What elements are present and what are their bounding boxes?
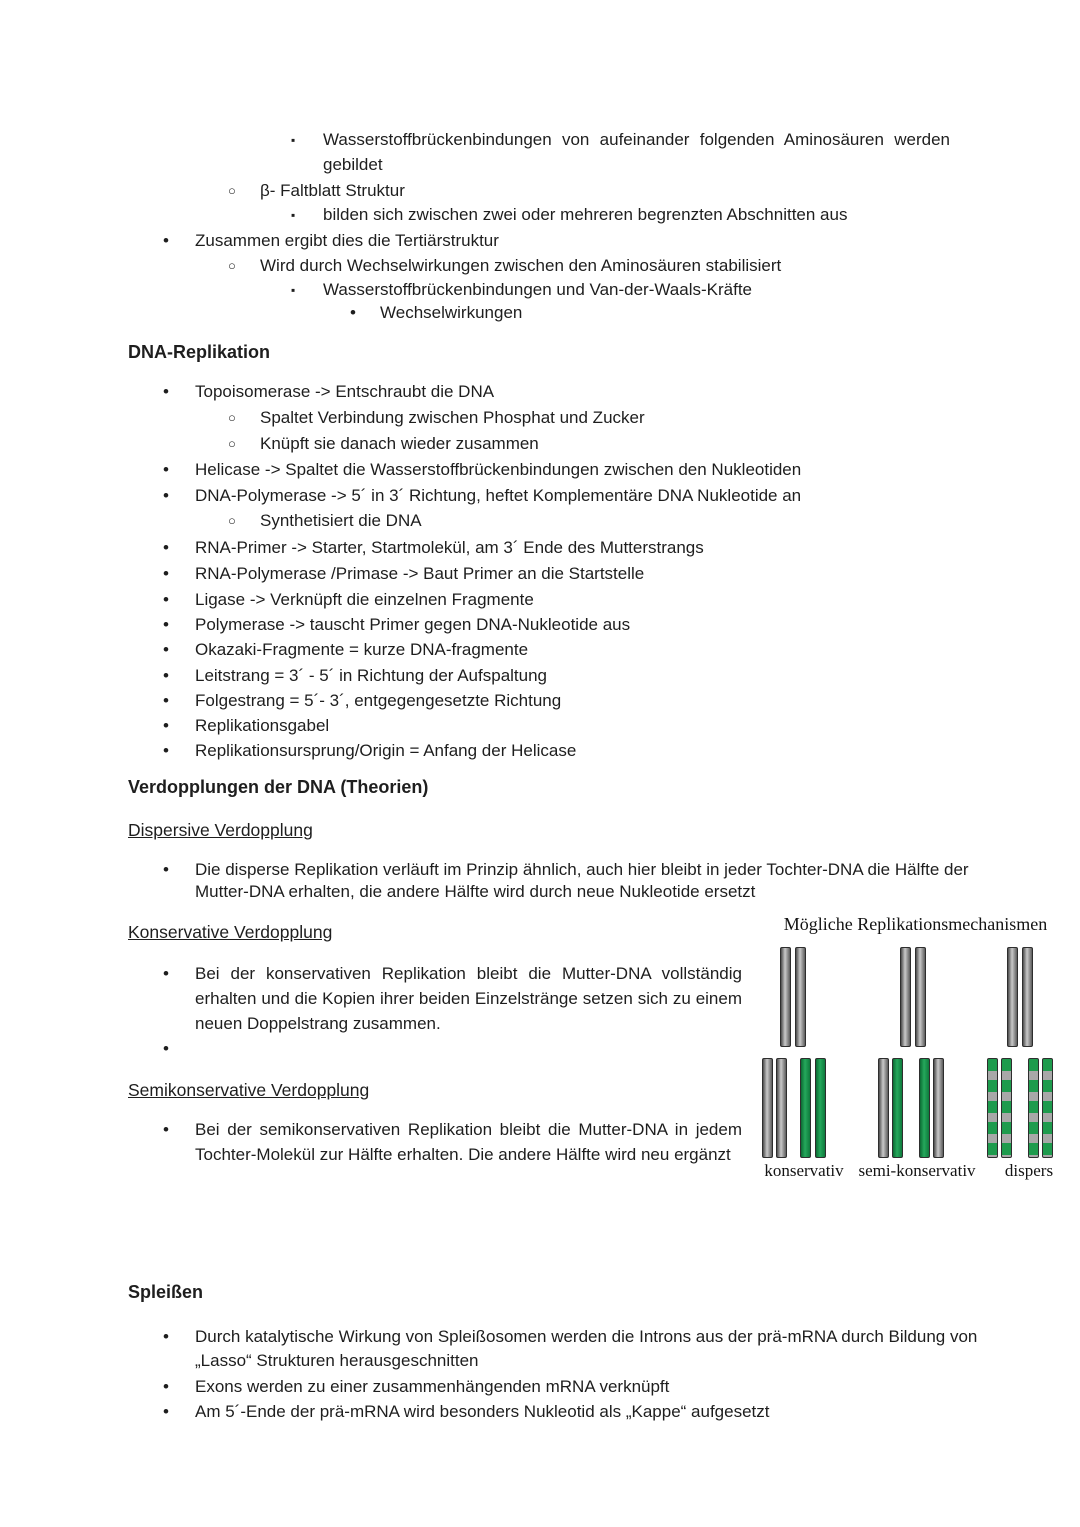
figure-label-semi-konservativ: semi-konservativ (858, 1161, 976, 1180)
daughter-dna-strand-bar (878, 1058, 889, 1158)
figure-label-dispers: dispers (1004, 1161, 1054, 1180)
disc-bullet-icon: • (163, 1039, 169, 1058)
disc-bullet-icon: • (163, 716, 169, 735)
list-item-continuation (0, 879, 950, 905)
list-item-text: Wechselwirkungen (380, 303, 523, 322)
list-item (0, 561, 950, 587)
disc-bullet-icon: • (163, 615, 169, 634)
circle-bullet-icon: ○ (228, 513, 236, 528)
list-item (0, 1399, 950, 1425)
list-item-text: RNA-Polymerase /Primase -> Baut Primer an die Startstelle (195, 564, 645, 583)
disc-bullet-icon: • (163, 640, 169, 659)
list-item (0, 508, 950, 534)
section-heading-dna-replikation: DNA-Replikation (128, 342, 271, 362)
list-item (0, 637, 950, 663)
list-item (0, 178, 950, 204)
list-item-text: Folgestrang = 5´- 3´, entgegengesetzte Richtung (195, 691, 562, 710)
disc-bullet-icon: • (163, 741, 169, 760)
list-item (0, 431, 950, 457)
list-item-text: Am 5´-Ende der prä-mRNA wird besonders Nukleotid als „Kappe“ aufgesetzt (195, 1402, 770, 1421)
disc-bullet-icon: • (163, 964, 169, 983)
disc-bullet-icon: • (163, 486, 169, 505)
list-item-text: erhalten und die Kopien ihrer beiden Einzelstränge setzen sich zu einem (195, 989, 742, 1008)
list-item-text: Replikationsursprung/Origin = Anfang der Helicase (195, 741, 577, 760)
parent-dna-strand-bar (795, 947, 806, 1047)
disc-bullet-icon: • (163, 231, 169, 250)
list-item-text: Spaltet Verbindung zwischen Phosphat und Zucker (260, 408, 645, 427)
list-item (0, 228, 950, 254)
disc-bullet-icon: • (163, 590, 169, 609)
subsection-heading-konservative: Konservative Verdopplung (128, 922, 333, 942)
square-bullet-icon: ▪ (291, 133, 296, 147)
list-item (0, 300, 950, 326)
list-item-text: „Lasso“ Strukturen herausgeschnitten (195, 1351, 479, 1370)
list-item-continuation (0, 1011, 742, 1037)
list-item (0, 535, 950, 561)
list-item (0, 457, 950, 483)
list-item-text: Die disperse Replikation verläuft im Prinzip ähnlich, auch hier bleibt in jeder Tochter-DNA die Hälfte der (195, 860, 969, 879)
daughter-dna-strand-bar (892, 1058, 903, 1158)
parent-dna-strand-bar (1007, 947, 1018, 1047)
section-heading-spleissen: Spleißen (128, 1282, 204, 1302)
list-item-text: Replikationsgabel (195, 716, 330, 735)
section-heading-verdopplungen: Verdopplungen der DNA (Theorien) (128, 777, 429, 797)
list-item (0, 202, 950, 228)
list-item (0, 738, 950, 764)
list-item-text: Leitstrang = 3´ - 5´ in Richtung der Aufspaltung (195, 666, 548, 685)
list-item-continuation (0, 1348, 950, 1374)
daughter-dna-strand-bar (1028, 1058, 1039, 1158)
disc-bullet-icon: • (163, 1402, 169, 1421)
daughter-dna-strand-bar (815, 1058, 826, 1158)
circle-bullet-icon: ○ (228, 436, 236, 451)
list-item (0, 961, 742, 987)
list-item-text: Exons werden zu einer zusammenhängenden mRNA verknüpft (195, 1377, 670, 1396)
list-item (0, 612, 950, 638)
list-item-text: Wasserstoffbrückenbindungen von aufeinander folgenden Aminosäuren werden (323, 130, 950, 149)
list-item-text: Ligase -> Verknüpft die einzelnen Fragmente (195, 590, 534, 609)
disc-bullet-icon: • (163, 1327, 169, 1346)
list-item-text: Knüpft sie danach wieder zusammen (260, 434, 539, 453)
disc-bullet-icon: • (163, 538, 169, 557)
parent-dna-strand-bar (915, 947, 926, 1047)
list-item-text: Tochter-Molekül zur Hälfte erhalten. Die andere Hälfte wird neu ergänzt (195, 1145, 731, 1164)
circle-bullet-icon: ○ (228, 410, 236, 425)
disc-bullet-icon: • (163, 666, 169, 685)
parent-dna-strand-bar (780, 947, 791, 1047)
list-item-text: Bei der konservativen Replikation bleibt die Mutter-DNA vollständig (195, 964, 742, 983)
daughter-dna-strand-bar (776, 1058, 787, 1158)
parent-dna-strand-bar (900, 947, 911, 1047)
disc-bullet-icon: • (163, 1377, 169, 1396)
list-item-text: Helicase -> Spaltet die Wasserstoffbrückenbindungen zwischen den Nukleotiden (195, 460, 802, 479)
list-item-text: Durch katalytische Wirkung von Spleißosomen werden die Introns aus der prä-mRNA durch Bildung von (195, 1327, 978, 1346)
list-item-continuation (0, 1142, 742, 1168)
list-item (0, 713, 950, 739)
daughter-dna-strand-bar (933, 1058, 944, 1158)
list-item-text: Zusammen ergibt dies die Tertiärstruktur (195, 231, 499, 250)
circle-bullet-icon: ○ (228, 183, 236, 198)
list-item (0, 253, 950, 279)
list-item-text: bilden sich zwischen zwei oder mehreren begrenzten Abschnitten aus (323, 205, 848, 224)
list-item-text: Bei der semikonservativen Replikation bleibt die Mutter-DNA in jedem (195, 1120, 742, 1139)
list-item-text: β- Faltblatt Struktur (260, 181, 405, 200)
list-item-text: neuen Doppelstrang zusammen. (195, 1014, 441, 1033)
list-item (0, 483, 950, 509)
figure-title: Mögliche Replikationsmechanismen (783, 914, 1048, 934)
daughter-dna-strand-bar (762, 1058, 773, 1158)
daughter-dna-strand-bar (1001, 1058, 1012, 1158)
square-bullet-icon: ▪ (291, 208, 296, 222)
square-bullet-icon: ▪ (291, 283, 296, 297)
circle-bullet-icon: ○ (228, 258, 236, 273)
daughter-dna-strand-bar (919, 1058, 930, 1158)
list-item (0, 127, 950, 153)
disc-bullet-icon: • (163, 382, 169, 401)
list-item (0, 663, 950, 689)
disc-bullet-icon: • (163, 564, 169, 583)
list-item-text: DNA-Polymerase -> 5´ in 3´ Richtung, heftet Komplementäre DNA Nukleotide an (195, 486, 802, 505)
list-item (0, 587, 950, 613)
list-item (0, 688, 950, 714)
replication-mechanisms-figure (758, 905, 1073, 1190)
list-item (0, 1374, 950, 1400)
list-item-text: Wasserstoffbrückenbindungen und Van-der-Waals-Kräfte (323, 280, 753, 299)
list-item (0, 1324, 978, 1350)
list-item (0, 379, 950, 405)
figure-label-konservativ: konservativ (764, 1161, 844, 1180)
daughter-dna-strand-bar (800, 1058, 811, 1158)
disc-bullet-icon: • (163, 460, 169, 479)
list-item-text: Polymerase -> tauscht Primer gegen DNA-Nukleotide aus (195, 615, 631, 634)
list-item-text: Wird durch Wechselwirkungen zwischen den Aminosäuren stabilisiert (260, 256, 782, 275)
disc-bullet-icon: • (163, 691, 169, 710)
daughter-dna-strand-bar (1042, 1058, 1053, 1158)
list-item-continuation (0, 152, 950, 178)
list-item (0, 1117, 742, 1143)
disc-bullet-icon: • (163, 1120, 169, 1139)
daughter-dna-strand-bar (987, 1058, 998, 1158)
list-item-text: gebildet (323, 155, 383, 174)
list-item-text: Synthetisiert die DNA (260, 511, 422, 530)
disc-bullet-icon: • (350, 303, 356, 322)
list-item-text: Okazaki-Fragmente = kurze DNA-fragmente (195, 640, 529, 659)
list-item-text: Mutter-DNA erhalten, die andere Hälfte wird durch neue Nukleotide ersetzt (195, 882, 756, 901)
list-item (0, 405, 950, 431)
disc-bullet-icon: • (163, 860, 169, 879)
subsection-heading-semikonservative: Semikonservative Verdopplung (128, 1080, 370, 1100)
subsection-heading-dispersive: Dispersive Verdopplung (128, 820, 313, 840)
list-item-text: Topoisomerase -> Entschraubt die DNA (195, 382, 495, 401)
list-item-text: RNA-Primer -> Starter, Startmolekül, am 3´ Ende des Mutterstrangs (195, 538, 704, 557)
list-item-continuation (0, 986, 742, 1012)
parent-dna-strand-bar (1022, 947, 1033, 1047)
